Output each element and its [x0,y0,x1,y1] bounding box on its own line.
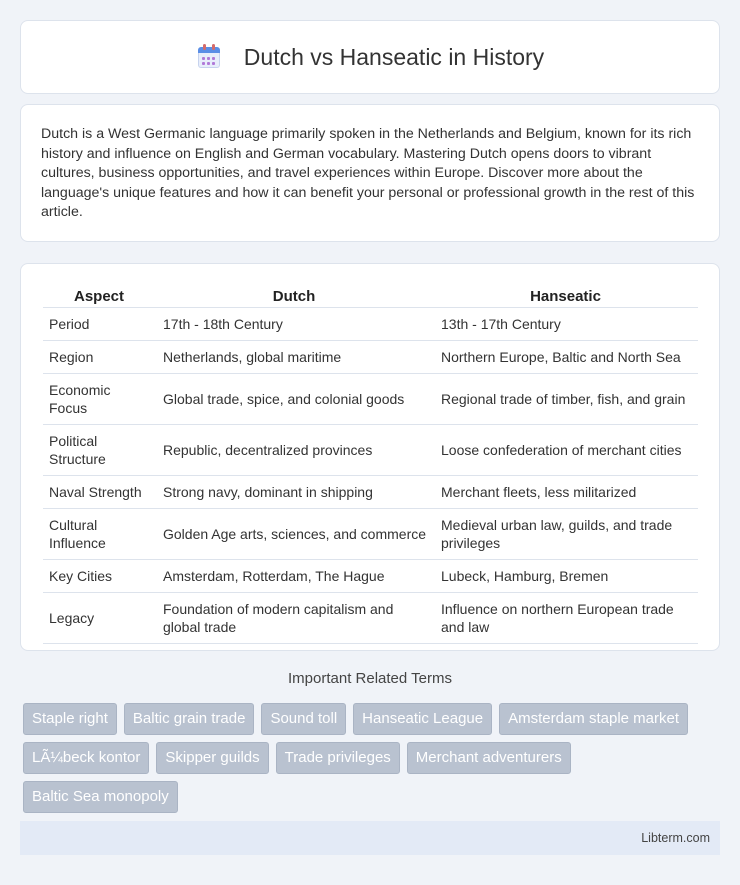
row-dutch: Republic, decentralized provinces [155,424,433,475]
row-hanseatic: 13th - 17th Century [433,307,698,340]
page-title: Dutch vs Hanseatic in History [243,43,545,70]
header-hanseatic: Hanseatic [530,288,601,305]
row-aspect: Naval Strength [43,475,155,508]
row-dutch: Amsterdam, Rotterdam, The Hague [155,559,433,592]
related-terms-title: Important Related Terms [288,670,452,687]
calendar-icon [196,44,222,70]
related-term-tag[interactable]: Staple right [23,703,117,735]
row-aspect: Key Cities [43,559,155,592]
intro-card [20,104,720,242]
row-hanseatic: Influence on northern European trade and law [433,592,698,644]
row-dutch: 17th - 18th Century [155,307,433,340]
related-term-tag[interactable]: Skipper guilds [156,742,268,774]
row-hanseatic: Lubeck, Hamburg, Bremen [433,559,698,592]
comparison-table [43,286,698,644]
table-row [43,340,698,373]
table-row [43,424,698,475]
related-term-tag[interactable]: Merchant adventurers [407,742,571,774]
row-dutch: Golden Age arts, sciences, and commerce [155,508,433,559]
footer [20,821,720,855]
row-hanseatic: Loose confederation of merchant cities [433,424,698,475]
related-term-tag[interactable]: Baltic Sea monopoly [23,781,178,813]
related-term-tag[interactable]: Hanseatic League [353,703,492,735]
row-aspect: Cultural Influence [43,508,155,559]
row-aspect: Economic Focus [43,373,155,424]
related-term-tag[interactable]: LÃ¼beck kontor [23,742,149,774]
row-hanseatic: Regional trade of timber, fish, and grain [433,373,698,424]
related-terms-list [23,703,723,813]
row-aspect: Legacy [43,592,155,644]
row-hanseatic: Medieval urban law, guilds, and trade privileges [433,508,698,559]
table-row [43,373,698,424]
row-dutch: Netherlands, global maritime [155,340,433,373]
intro-paragraph: Dutch is a West Germanic language primarily spoken in the Netherlands and Belgium, known for its rich history and influence on English and German vocabulary. Mastering Dutch opens doors to vibrant cultures, business opportunities, and travel experiences within Europe. Discover more about the language's unique features and how it can benefit your personal or professional growth in the rest of this article. [41,126,695,221]
related-term-tag[interactable]: Baltic grain trade [124,703,255,735]
row-hanseatic: Merchant fleets, less militarized [433,475,698,508]
table-row [43,592,698,644]
table-header-row [43,286,698,307]
table-row [43,475,698,508]
header-aspect: Aspect [73,288,125,305]
related-term-tag[interactable]: Trade privileges [276,742,400,774]
row-dutch: Global trade, spice, and colonial goods [155,373,433,424]
row-aspect: Period [43,307,155,340]
row-aspect: Political Structure [43,424,155,475]
table-row [43,307,698,340]
footer-brand-link[interactable]: Libterm.com [641,831,710,845]
related-term-tag[interactable]: Sound toll [261,703,346,735]
row-aspect: Region [43,340,155,373]
table-row [43,559,698,592]
row-dutch: Foundation of modern capitalism and global trade [155,592,433,644]
row-hanseatic: Northern Europe, Baltic and North Sea [433,340,698,373]
table-row [43,508,698,559]
row-dutch: Strong navy, dominant in shipping [155,475,433,508]
header-dutch: Dutch [272,288,316,305]
comparison-table-card [20,263,720,651]
header-card [20,20,720,94]
related-term-tag[interactable]: Amsterdam staple market [499,703,688,735]
